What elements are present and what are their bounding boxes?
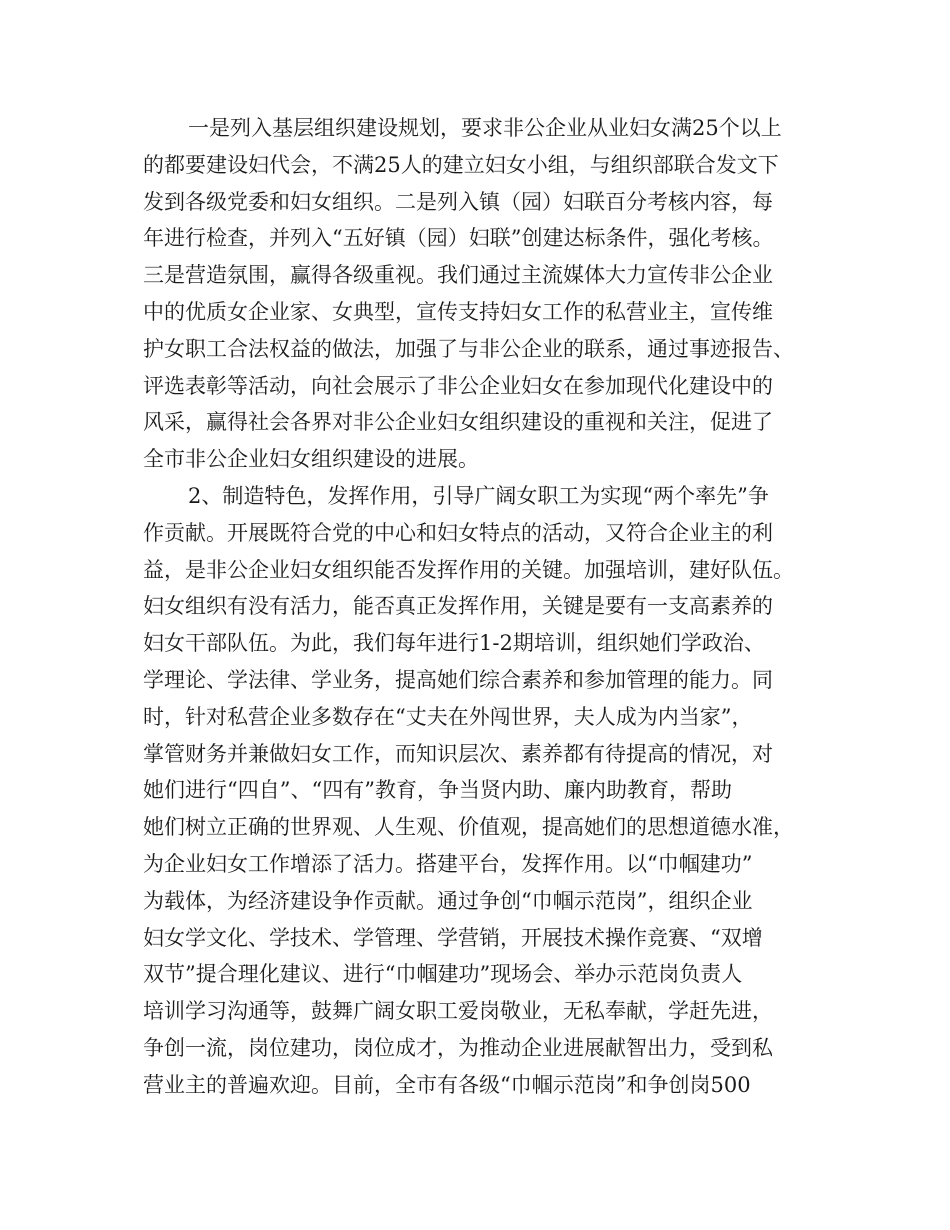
text-line: 争创一流，岗位建功，岗位成才，为推动企业进展献智出力，受到私 bbox=[143, 1036, 773, 1060]
text-line: 时，针对私营企业多数存在“丈夫在外闯世界，夫人成为内当家”， bbox=[143, 704, 753, 729]
text-line: 为企业妇女工作增添了活力。搭建平台，发挥作用。以“巾帼建功” bbox=[143, 852, 753, 876]
text-line: 掌管财务并兼做妇女工作，而知识层次、素养都有待提高的情况，对 bbox=[143, 741, 773, 766]
text-line: 妇女组织有没有活力，能否真正发挥作用，关键是要有一支高素养的 bbox=[143, 594, 773, 619]
text-line: 的都要建设妇代会，不满25人的建立妇女小组，与组织部联合发文下 bbox=[143, 152, 779, 177]
text-line: 中的优质女企业家、女典型，宣传支持妇女工作的私营业主，宣传维 bbox=[143, 300, 773, 324]
text-line: 作贡献。开展既符合党的中心和妇女特点的活动，又符合企业主的利 bbox=[143, 520, 773, 545]
text-line: 妇女学文化、学技术、学管理、学营销，开展技术操作竞赛、“双增 bbox=[143, 925, 763, 950]
text-line: 三是营造氛围，赢得各级重视。我们通过主流媒体大力宣传非公企业 bbox=[143, 263, 773, 288]
text-line: 营业主的普遍欢迎。目前，全市有各级“巾帼示范岗”和争创岗500 bbox=[143, 1072, 751, 1097]
text-line: 学理论、学法律、学业务，提高她们综合素养和参加管理的能力。同 bbox=[143, 668, 773, 692]
text-line: 益，是非公企业妇女组织能否发挥作用的关键。加强培训，建好队伍。 bbox=[143, 557, 794, 582]
text-line: 风采，赢得社会各界对非公企业妇女组织建设的重视和关注，促进了 bbox=[143, 410, 773, 435]
text-line: 年进行检查，并列入“五好镇（园）妇联”创建达标条件，强化考核。 bbox=[143, 226, 774, 251]
text-line: 培训学习沟通等，鼓舞广阔女职工爱岗敬业，无私奉献，学赶先进， bbox=[143, 999, 773, 1024]
text-line: 2、制造特色，发挥作用，引导广阔女职工为实现“两个率先”争 bbox=[188, 484, 769, 508]
text-line: 一是列入基层组织建设规划，要求非公企业从业妇女满25个以上 bbox=[188, 116, 782, 140]
text-line: 评选表彰等活动，向社会展示了非公企业妇女在参加现代化建设中的 bbox=[143, 373, 773, 398]
text-line: 为载体，为经济建设争作贡献。通过争创“巾帼示范岗”，组织企业 bbox=[143, 888, 753, 913]
text-line: 护女职工合法权益的做法，加强了与非公企业的联系，通过事迹报告、 bbox=[143, 336, 794, 361]
text-line: 发到各级党委和妇女组织。二是列入镇（园）妇联百分考核内容，每 bbox=[143, 189, 773, 214]
text-line: 她们进行“四自”、“四有”教育，争当贤内助、廉内助教育，帮助 bbox=[143, 778, 732, 803]
text-line: 双节”提合理化建议、进行“巾帼建功”现场会、举办示范岗负责人 bbox=[143, 962, 743, 987]
text-line: 她们树立正确的世界观、人生观、价值观，提高她们的思想道德水准， bbox=[143, 815, 794, 840]
text-line: 妇女干部队伍。为此，我们每年进行1-2期培训，组织她们学政治、 bbox=[143, 631, 765, 656]
text-line: 全市非公企业妇女组织建设的进展。 bbox=[143, 447, 479, 472]
